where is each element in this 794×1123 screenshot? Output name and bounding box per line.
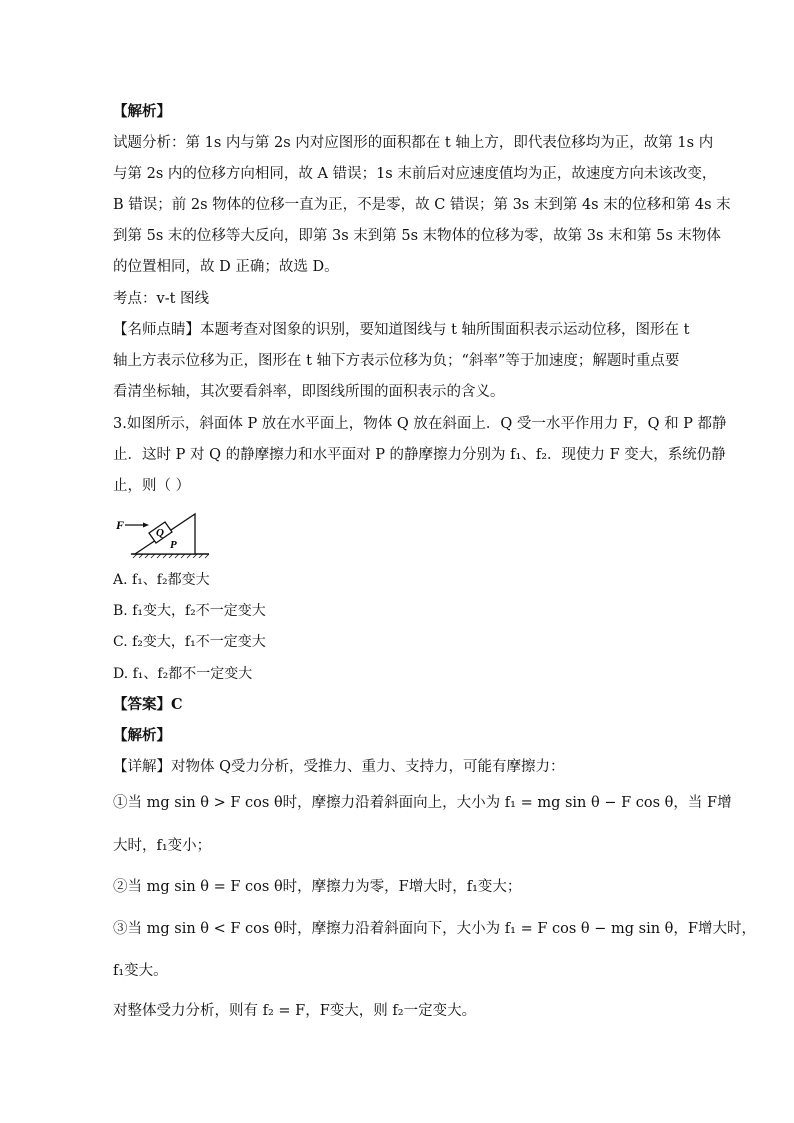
analysis-line: 试题分析：第 1s 内与第 2s 内对应图形的面积都在 t 轴上方，即代表位移均为正，故第 1s 内 — [113, 135, 714, 151]
option-b: B. f₁变大，f₂不一定变大 — [113, 603, 266, 619]
detail-line: 【详解】对物体 Q受力分析，受推力、重力、支持力，可能有摩擦力： — [113, 759, 565, 775]
case-2-line: ②当 mg sin θ = F cos θ时，摩擦力为零，F增大时，f₁变大； — [113, 879, 522, 895]
whole-analysis-line: 对整体受力分析，则有 f₂ = F，F变大，则 f₂一定变大。 — [113, 1003, 477, 1019]
force-label: F — [116, 518, 125, 532]
analysis-line: 与第 2s 内的位移方向相同，故 A 错误；1s 末前后对应速度值均为正，故速度方向未该改变， — [113, 166, 717, 182]
option-a: A. f₁、f₂都变大 — [113, 572, 210, 588]
analysis-heading: 【解析】 — [113, 103, 171, 120]
option-c: C. f₂变大，f₁不一定变大 — [113, 634, 266, 650]
case-1-line: ①当 mg sin θ > F cos θ时，摩擦力沿着斜面向上，大小为 f₁ = mg sin θ − F cos θ，当 F增 — [113, 795, 732, 811]
block-label: Q — [156, 527, 164, 539]
answer: 【答案】C — [113, 696, 183, 713]
analysis-heading-2: 【解析】 — [113, 727, 171, 744]
tip-line: 看清坐标轴，其次要看斜率，即图线所围的面积表示的含义。 — [113, 384, 505, 400]
case-3-line: ③当 mg sin θ < F cos θ时，摩擦力沿着斜面向下，大小为 f₁ = F cos θ − mg sin θ，F增大时， — [113, 921, 756, 937]
question-line: 3.如图所示，斜面体 P 放在水平面上，物体 Q 放在斜面上．Q 受一水平作用力 F，Q 和 P 都静 — [113, 416, 727, 432]
analysis-line: 到第 5s 末的位移等大反向，即第 3s 末到第 5s 末物体的位移为零，故第 3s 末和第 5s 末物体 — [113, 228, 721, 244]
question-line: 止．这时 P 对 Q 的静摩擦力和水平面对 P 的静摩擦力分别为 f₁、f₂．现使力 F 变大，系统仍静 — [113, 447, 726, 463]
analysis-line: B 错误；前 2s 物体的位移一直为正，不是零，故 C 错误；第 3s 末到第 4s 末的位移和第 4s 末 — [113, 197, 731, 213]
question-line: 止，则（ ） — [113, 478, 191, 494]
tip-line: 【名师点睛】本题考查对图象的识别，要知道图线与 t 轴所围面积表示运动位移，图形在 t — [113, 322, 690, 338]
analysis-line: 的位置相同，故 D 正确；故选 D。 — [113, 259, 339, 275]
case-3-line: f₁变大。 — [113, 963, 168, 979]
kaodian-line: 考点：v-t 图线 — [113, 291, 210, 307]
incline-figure — [113, 506, 213, 566]
tip-line: 轴上方表示位移为正，图形在 t 轴下方表示位移为负；“斜率”等于加速度；解题时重点要 — [113, 353, 680, 369]
case-1-line: 大时，f₁变小； — [113, 838, 212, 854]
option-d: D. f₁、f₂都不一定变大 — [113, 666, 253, 682]
wedge-label: P — [170, 539, 177, 551]
